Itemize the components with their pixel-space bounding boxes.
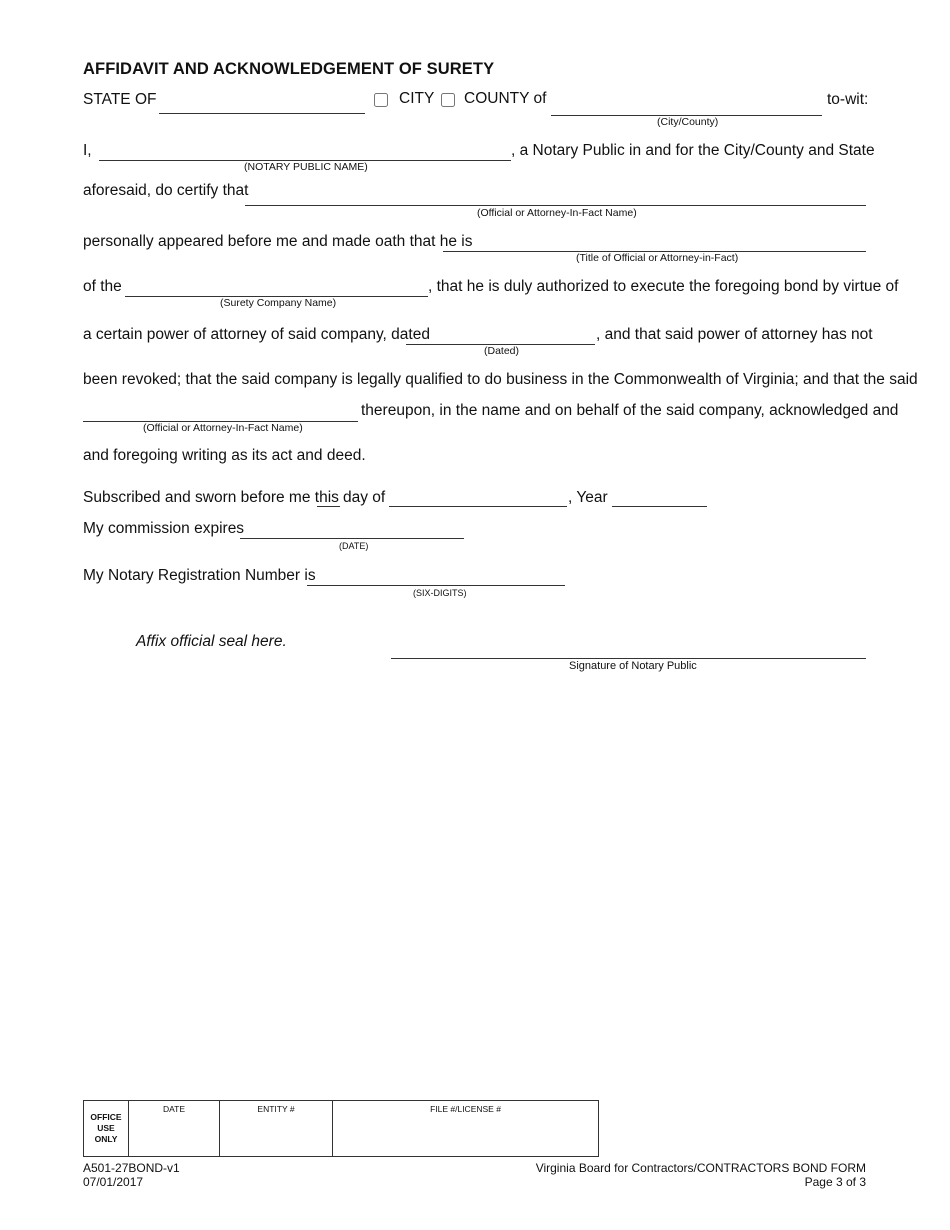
official-name-input[interactable] <box>245 187 866 206</box>
file-license-header-cell <box>333 1101 599 1157</box>
authorized-text: , that he is duly authorized to execute the foregoing bond by virtue of <box>428 278 899 295</box>
commission-text: My commission expires <box>83 520 245 537</box>
registration-text: My Notary Registration Number is <box>83 567 316 584</box>
sworn-day-input[interactable] <box>317 488 340 507</box>
to-wit-label: to-wit: <box>827 91 869 108</box>
sworn-year-input[interactable] <box>612 488 707 507</box>
poa-text-2: , and that said power of attorney has not <box>596 326 873 343</box>
thereupon-text: thereupon, in the name and on behalf of the said company, acknowledged and <box>361 402 899 419</box>
commission-date-input[interactable] <box>240 520 464 539</box>
office-use-only-line-2: USE <box>97 1123 115 1133</box>
date-header-cell <box>129 1101 220 1157</box>
surety-company-input[interactable] <box>125 278 428 297</box>
day-of-label: day of <box>343 489 386 506</box>
sworn-month-input[interactable] <box>389 488 567 507</box>
entity-header-cell <box>220 1101 333 1157</box>
commission-date-caption: (DATE) <box>339 541 369 551</box>
city-checkbox[interactable] <box>374 93 388 107</box>
city-county-input[interactable] <box>551 97 822 116</box>
notary-name-input[interactable] <box>99 142 511 161</box>
sworn-text: Subscribed and sworn before me this <box>83 489 339 506</box>
signature-caption: Signature of Notary Public <box>569 660 697 672</box>
city-county-caption: (City/County) <box>657 116 719 128</box>
year-label: , Year <box>568 489 608 506</box>
office-use-only-cell <box>84 1101 129 1157</box>
official-name-caption: (Official or Attorney-In-Fact Name) <box>477 207 637 219</box>
footer-right <box>536 1161 866 1189</box>
state-of-label: STATE OF <box>83 91 157 108</box>
form-id: A501-27BOND-v1 <box>83 1161 180 1175</box>
title-input[interactable] <box>443 233 866 252</box>
office-use-table <box>83 1100 599 1157</box>
appeared-text: personally appeared before me and made oath that he is <box>83 233 473 250</box>
of-the-label: of the <box>83 278 122 295</box>
official-name-caption-2: (Official or Attorney-In-Fact Name) <box>143 422 303 434</box>
i-label: I, <box>83 142 92 159</box>
state-input[interactable] <box>159 95 365 114</box>
county-checkbox[interactable] <box>441 93 455 107</box>
poa-date-input[interactable] <box>406 326 595 345</box>
office-use-only-line-3: ONLY <box>94 1134 118 1144</box>
title-caption: (Title of Official or Attorney-in-Fact) <box>576 252 739 264</box>
file-license-header: FILE #/LICENSE # <box>430 1104 501 1114</box>
page-title: AFFIDAVIT AND ACKNOWLEDGEMENT OF SURETY <box>83 60 495 78</box>
registration-caption: (SIX-DIGITS) <box>413 588 467 598</box>
entity-header: ENTITY # <box>257 1104 295 1114</box>
city-label: CITY <box>399 90 435 107</box>
date-header: DATE <box>162 1104 186 1114</box>
office-use-only-line-1: OFFICE <box>90 1112 122 1122</box>
official-name-input-2[interactable] <box>83 403 358 422</box>
revoked-text: been revoked; that the said company is legally qualified to do business in the Commonwealth of Virginia; and that the said <box>83 371 918 388</box>
board-name: Virginia Board for Contractors/CONTRACTORS BOND FORM <box>535 1161 866 1175</box>
poa-date-caption: (Dated) <box>484 345 520 357</box>
aforesaid-text: aforesaid, do certify that <box>83 182 249 199</box>
footer-left <box>83 1161 180 1189</box>
page-number: Page 3 of 3 <box>804 1175 866 1189</box>
deed-text: and foregoing writing as its act and deed. <box>83 447 366 464</box>
notary-name-caption: (NOTARY PUBLIC NAME) <box>244 161 368 173</box>
seal-text: Affix official seal here. <box>136 633 287 650</box>
form-date: 07/01/2017 <box>83 1175 144 1189</box>
county-of-label: COUNTY of <box>464 90 547 107</box>
poa-text: a certain power of attorney of said company, dated <box>83 326 430 343</box>
notary-public-text: , a Notary Public in and for the City/County and State <box>511 142 875 159</box>
notary-signature-input[interactable] <box>391 640 866 659</box>
registration-number-input[interactable] <box>307 567 565 586</box>
surety-company-caption: (Surety Company Name) <box>220 297 337 309</box>
